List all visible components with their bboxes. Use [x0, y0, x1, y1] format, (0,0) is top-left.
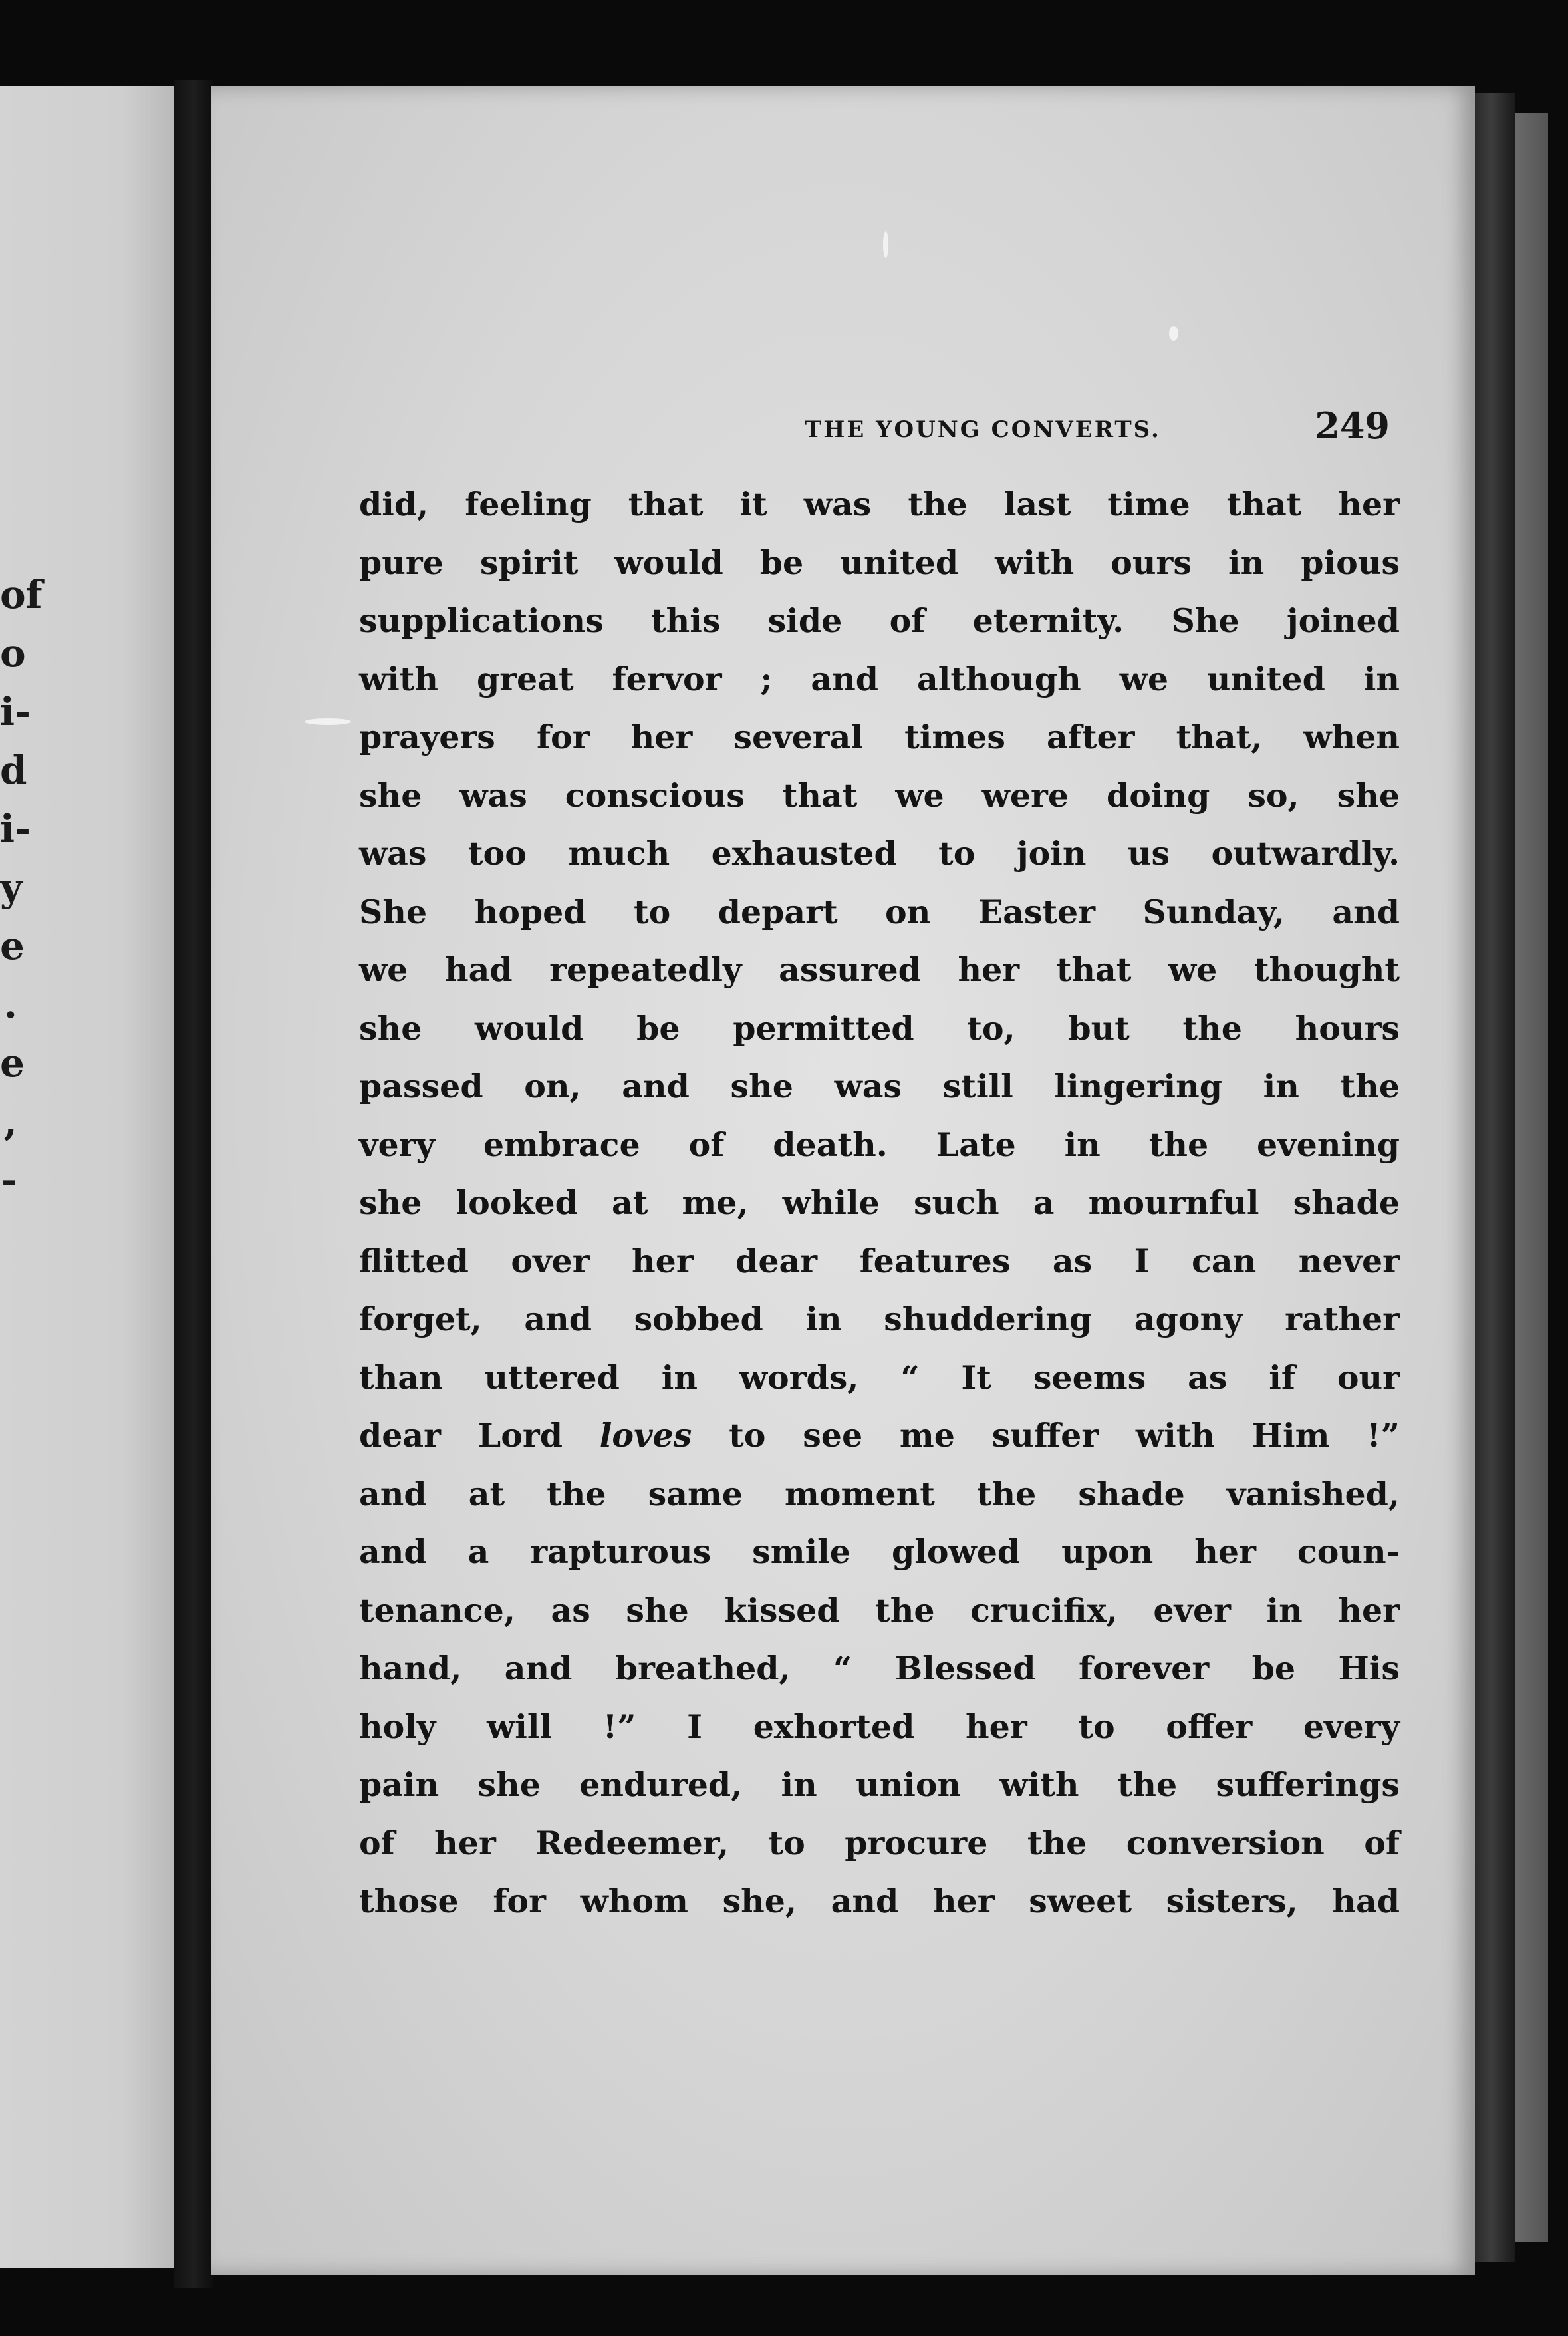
running-title: THE YOUNG CONVERTS. — [805, 416, 1161, 443]
text-line: holy will !” I exhorted her to offer every — [359, 1707, 1400, 1746]
text-line-with-italic — [359, 1407, 1400, 1465]
page-edge-outer — [1515, 113, 1548, 2242]
text-line: of her Redeemer, to procure the conversion of — [359, 1823, 1400, 1862]
text-line: she looked at me, while such a mournful shade — [359, 1183, 1400, 1222]
text-line: hand, and breathed, “ Blessed forever be His — [359, 1649, 1400, 1687]
left-fragment-line: i- — [0, 806, 31, 851]
body-text — [359, 476, 1400, 1931]
text-line: very embrace of death. Late in the evening — [359, 1125, 1400, 1164]
text-line: and a rapturous smile glowed upon her coun- — [359, 1533, 1400, 1571]
left-page — [0, 86, 174, 2268]
left-fragment-line: , — [3, 1099, 17, 1144]
text-line: with great fervor ; and although we united in — [359, 659, 1400, 698]
text-line: than uttered in words, “ It seems as if our — [359, 1358, 1400, 1397]
left-fragment-line: o — [0, 631, 26, 676]
line-segment: dear Lord — [359, 1416, 600, 1455]
left-fragment-line: d — [0, 748, 27, 793]
right-page — [211, 86, 1475, 2275]
line-segment: to see me suffer with Him !” — [692, 1416, 1400, 1455]
text-line: she was conscious that we were doing so, she — [359, 776, 1400, 815]
scan-speck — [883, 231, 888, 258]
running-header — [359, 404, 1390, 451]
page-edge — [1475, 93, 1515, 2262]
left-fragment-line: - — [1, 1157, 17, 1203]
text-line: we had repeatedly assured her that we thought — [359, 950, 1400, 989]
text-line: She hoped to depart on Easter Sunday, and — [359, 892, 1400, 931]
text-line: flitted over her dear features as I can never — [359, 1241, 1400, 1280]
book-gutter — [174, 80, 213, 2288]
scan-speck — [1169, 326, 1178, 341]
left-fragment-line: i- — [0, 689, 31, 734]
left-fragment-line: e — [0, 923, 25, 968]
italic-word: loves — [599, 1416, 692, 1455]
scan-speck — [305, 718, 351, 725]
text-line: pure spirit would be united with ours in pious — [359, 543, 1400, 582]
left-fragment-line: y — [0, 865, 23, 910]
text-line: was too much exhausted to join us outwardly. — [359, 834, 1400, 873]
text-line: those for whom she, and her sweet sisters, had — [359, 1882, 1400, 1920]
text-line: pain she endured, in union with the sufferings — [359, 1765, 1400, 1804]
page-number: 249 — [1315, 404, 1390, 447]
text-line: passed on, and she was still lingering in the — [359, 1067, 1400, 1105]
left-page-text-fragment — [0, 565, 174, 1209]
text-line: did, feeling that it was the last time that her — [359, 485, 1400, 523]
left-fragment-line: . — [3, 982, 17, 1027]
text-line: forget, and sobbed in shuddering agony rather — [359, 1300, 1400, 1338]
text-line: and at the same moment the shade vanished, — [359, 1474, 1400, 1513]
text-line: supplications this side of eternity. She joined — [359, 601, 1400, 640]
text-line: she would be permitted to, but the hours — [359, 1008, 1400, 1048]
left-fragment-line: of — [0, 572, 43, 617]
text-line: prayers for her several times after that, when — [359, 718, 1400, 756]
left-fragment-line: e — [0, 1040, 25, 1086]
text-line: tenance, as she kissed the crucifix, ever in her — [359, 1590, 1400, 1630]
